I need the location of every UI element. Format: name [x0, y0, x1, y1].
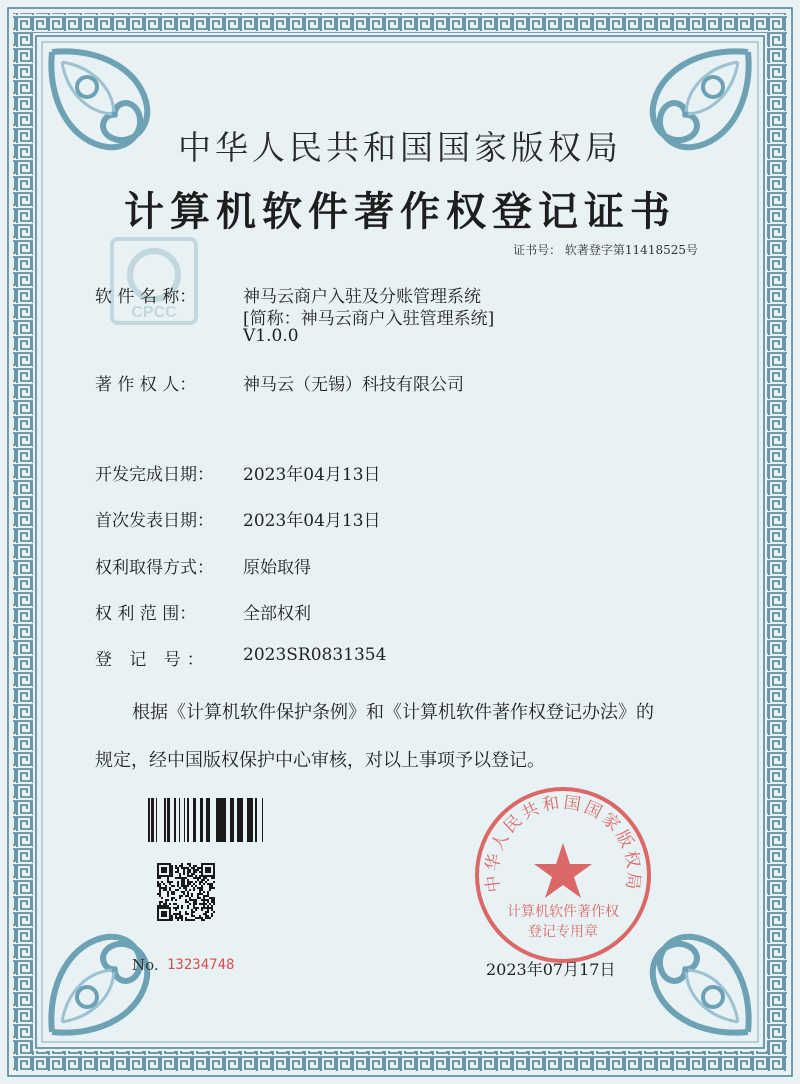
seal-outer-text: 中华人民共和国国家版权局	[482, 792, 644, 894]
software-name-label: 软 件 名 称：	[95, 287, 197, 307]
registration-number-label: 登 记 号：	[95, 650, 210, 670]
statement-line-1: 根据《计算机软件保护条例》和《计算机软件著作权登记办法》的	[132, 702, 654, 723]
software-name-value: 神马云商户入驻及分账管理系统	[243, 287, 481, 307]
software-short-name: [简称：神马云商户入驻管理系统]	[243, 309, 495, 329]
issue-date: 2023年07月17日	[486, 960, 616, 979]
serial-number: 13234748	[167, 957, 235, 973]
official-seal	[473, 785, 653, 965]
software-version: V1.0.0	[243, 326, 299, 346]
issuing-authority: 中华人民共和国国家版权局	[178, 128, 622, 167]
serial-label: No.	[132, 956, 159, 974]
qr-code-icon	[157, 863, 215, 921]
certificate-number: 证书号： 软著登字第11418525号	[513, 243, 698, 257]
scope-of-rights-label: 权 利 范 围：	[95, 604, 197, 624]
registration-number-value: 2023SR0831354	[243, 645, 387, 665]
svg-text:CPCC: CPCC	[131, 304, 177, 321]
barcode-icon	[148, 798, 270, 842]
copyright-holder-value: 神马云（无锡）科技有限公司	[243, 375, 464, 395]
seal-inner-line-1: 计算机软件著作权	[507, 904, 619, 920]
statement-line-2: 规定，经中国版权保护中心审核，对以上事项予以登记。	[95, 750, 545, 771]
first-publication-date-value: 2023年04月13日	[243, 511, 381, 531]
acquisition-method-value: 原始取得	[243, 558, 311, 578]
completion-date-value: 2023年04月13日	[243, 465, 381, 485]
star-icon	[534, 843, 592, 898]
certificate-title: 计算机软件著作权登记证书	[124, 188, 676, 235]
cpcc-watermark-logo	[108, 235, 200, 327]
seal-inner-line-2: 登记专用章	[528, 924, 598, 940]
copyright-holder-label: 著 作 权 人：	[95, 375, 197, 395]
completion-date-label: 开发完成日期：	[95, 465, 214, 485]
scope-of-rights-value: 全部权利	[243, 604, 311, 624]
acquisition-method-label: 权利取得方式：	[95, 558, 214, 578]
first-publication-date-label: 首次发表日期：	[95, 511, 214, 531]
